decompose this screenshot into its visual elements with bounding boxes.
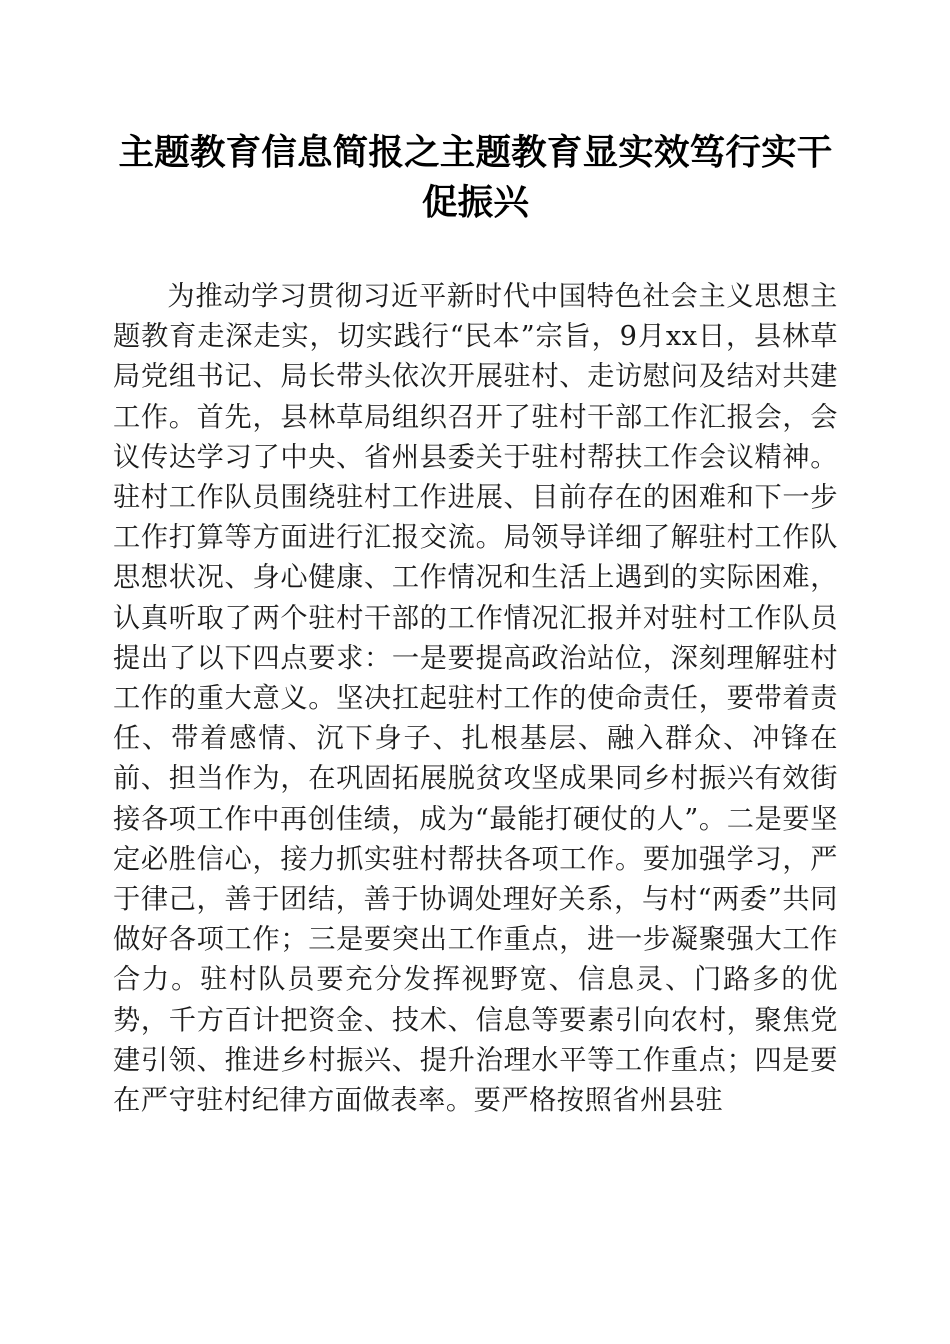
body-paragraph: 为推动学习贯彻习近平新时代中国特色社会主义思想主题教育走深走实，切实践行“民本”宗旨，9月xx日，县林草局党组书记、局长带头依次开展驻村、走访慰问及结对共建工作。首先，县林草局组织召开了驻村干部工作汇报会，会议传达学习了中央、省州县委关于驻村帮扶工作会议精神。驻村工作队员围绕驻村工作进展、目前存在的困难和下一步工作打算等方面进行汇报交流。局领导详细了解驻村工作队思想状况、身心健康、工作情况和生活上遇到的实际困难，认真听取了两个驻村干部的工作情况汇报并对驻村工作队员提出了以下四点要求：一是要提高政治站位，深刻理解驻村工作的重大意义。坚决扛起驻村工作的使命责任，要带着责任、带着感情、沉下身子、扎根基层、融入群众、冲锋在前、担当作为，在巩固拓展脱贫攻坚成果同乡村振兴有效街接各项工作中再创佳绩，成为“最能打硬仗的人”。二是要坚定必胜信心，接力抓实驻村帮扶各项工作。要加强学习，严于律己，善于团结，善于协调处理好关系，与村“两委”共同做好各项工作；三是要突出工作重点，进一步凝聚强大工作合力。驻村队员要充分发挥视野宽、信息灵、门路多的优势，千方百计把资金、技术、信息等要素引向农村，聚焦党建引领、推进乡村振兴、提升治理水平等工作重点；四是要在严守驻村纪律方面做表率。要严格按照省州县驻 — [113, 281, 838, 1117]
page-title: 主题教育信息简报之主题教育显实效笃行实干促振兴 — [118, 132, 833, 223]
document-text-column — [113, 0, 838, 1121]
